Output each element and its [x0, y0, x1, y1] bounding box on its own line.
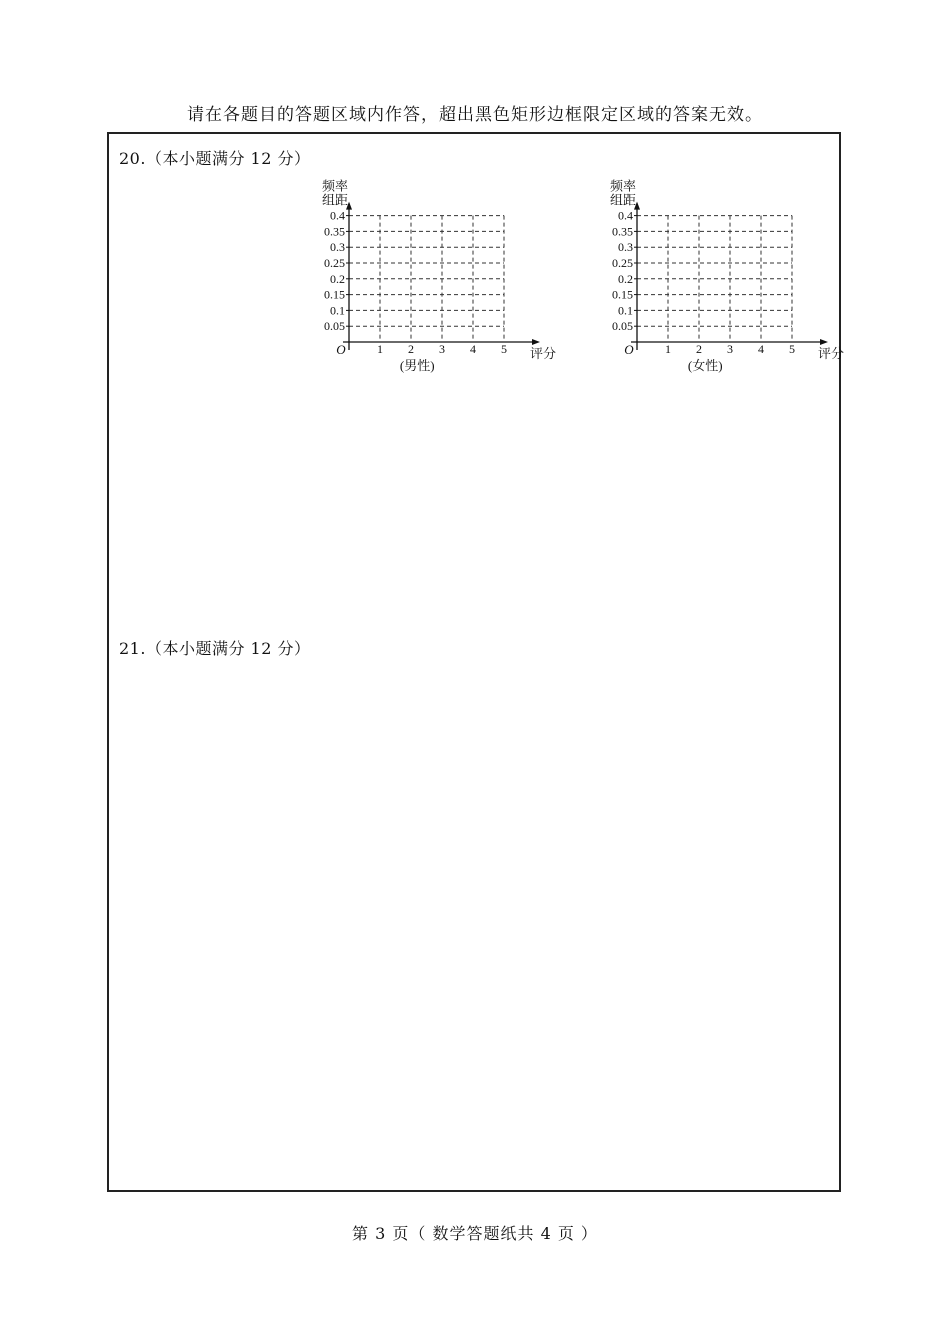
y-tick-label: 0.25: [324, 256, 345, 270]
y-tick-label: 0.35: [612, 224, 633, 239]
y-tick-label: 0.1: [618, 303, 633, 318]
chart-caption: (男性): [399, 358, 435, 373]
y-tick-label: 0.05: [612, 319, 633, 334]
female-chart-svg: [595, 162, 845, 373]
x-tick-label: 5: [501, 342, 507, 356]
y-tick-label: 0.15: [324, 287, 345, 302]
x-tick-label: 4: [470, 342, 476, 356]
question-21-title: 21.（本小题满分 12 分）: [119, 639, 311, 658]
y-tick-label: 0.4: [330, 208, 345, 223]
x-tick-label: 1: [665, 342, 671, 356]
y-tick-label: 0.35: [324, 224, 345, 239]
y-tick-label: 0.15: [612, 287, 633, 302]
y-axis-label-bottom: 组距: [321, 192, 349, 208]
male-rating-histogram: [307, 162, 557, 373]
question-20-title: 20.（本小题满分 12 分）: [119, 149, 311, 168]
y-tick-label: 0.3: [618, 240, 633, 255]
y-tick-label: 0.05: [324, 319, 345, 334]
x-axis-arrow-icon: [820, 339, 828, 345]
y-axis-label-bottom: 组距: [609, 192, 637, 208]
origin-label: O: [624, 342, 634, 357]
x-tick-label: 2: [408, 342, 414, 356]
y-tick-label: 0.2: [618, 271, 633, 286]
female-rating-histogram: [595, 162, 845, 373]
male-chart-svg: [307, 162, 557, 373]
x-axis-label: 评分: [818, 346, 845, 361]
x-axis-label: 评分: [530, 346, 557, 361]
y-axis-label-top: 频率: [321, 178, 349, 194]
y-tick-label: 0.2: [330, 271, 345, 286]
x-tick-label: 2: [696, 342, 702, 356]
y-tick-label: 0.25: [612, 256, 633, 270]
y-tick-label: 0.3: [330, 240, 345, 255]
origin-label: O: [336, 342, 346, 357]
chart-caption: (女性): [687, 358, 723, 373]
x-tick-label: 3: [727, 342, 733, 356]
page-footer: 第 3 页（ 数学答题纸共 4 页 ）: [352, 1224, 598, 1243]
y-axis-label-top: 频率: [609, 178, 637, 194]
x-axis-arrow-icon: [532, 339, 540, 345]
answer-frame: [107, 132, 845, 1192]
x-tick-label: 4: [758, 342, 764, 356]
x-tick-label: 5: [789, 342, 795, 356]
y-tick-label: 0.4: [618, 208, 633, 223]
x-tick-label: 3: [439, 342, 445, 356]
y-tick-label: 0.1: [330, 303, 345, 318]
x-tick-label: 1: [377, 342, 383, 356]
answer-area-notice: 请在各题目的答题区域内作答，超出黑色矩形边框限定区域的答案无效。: [187, 105, 763, 125]
